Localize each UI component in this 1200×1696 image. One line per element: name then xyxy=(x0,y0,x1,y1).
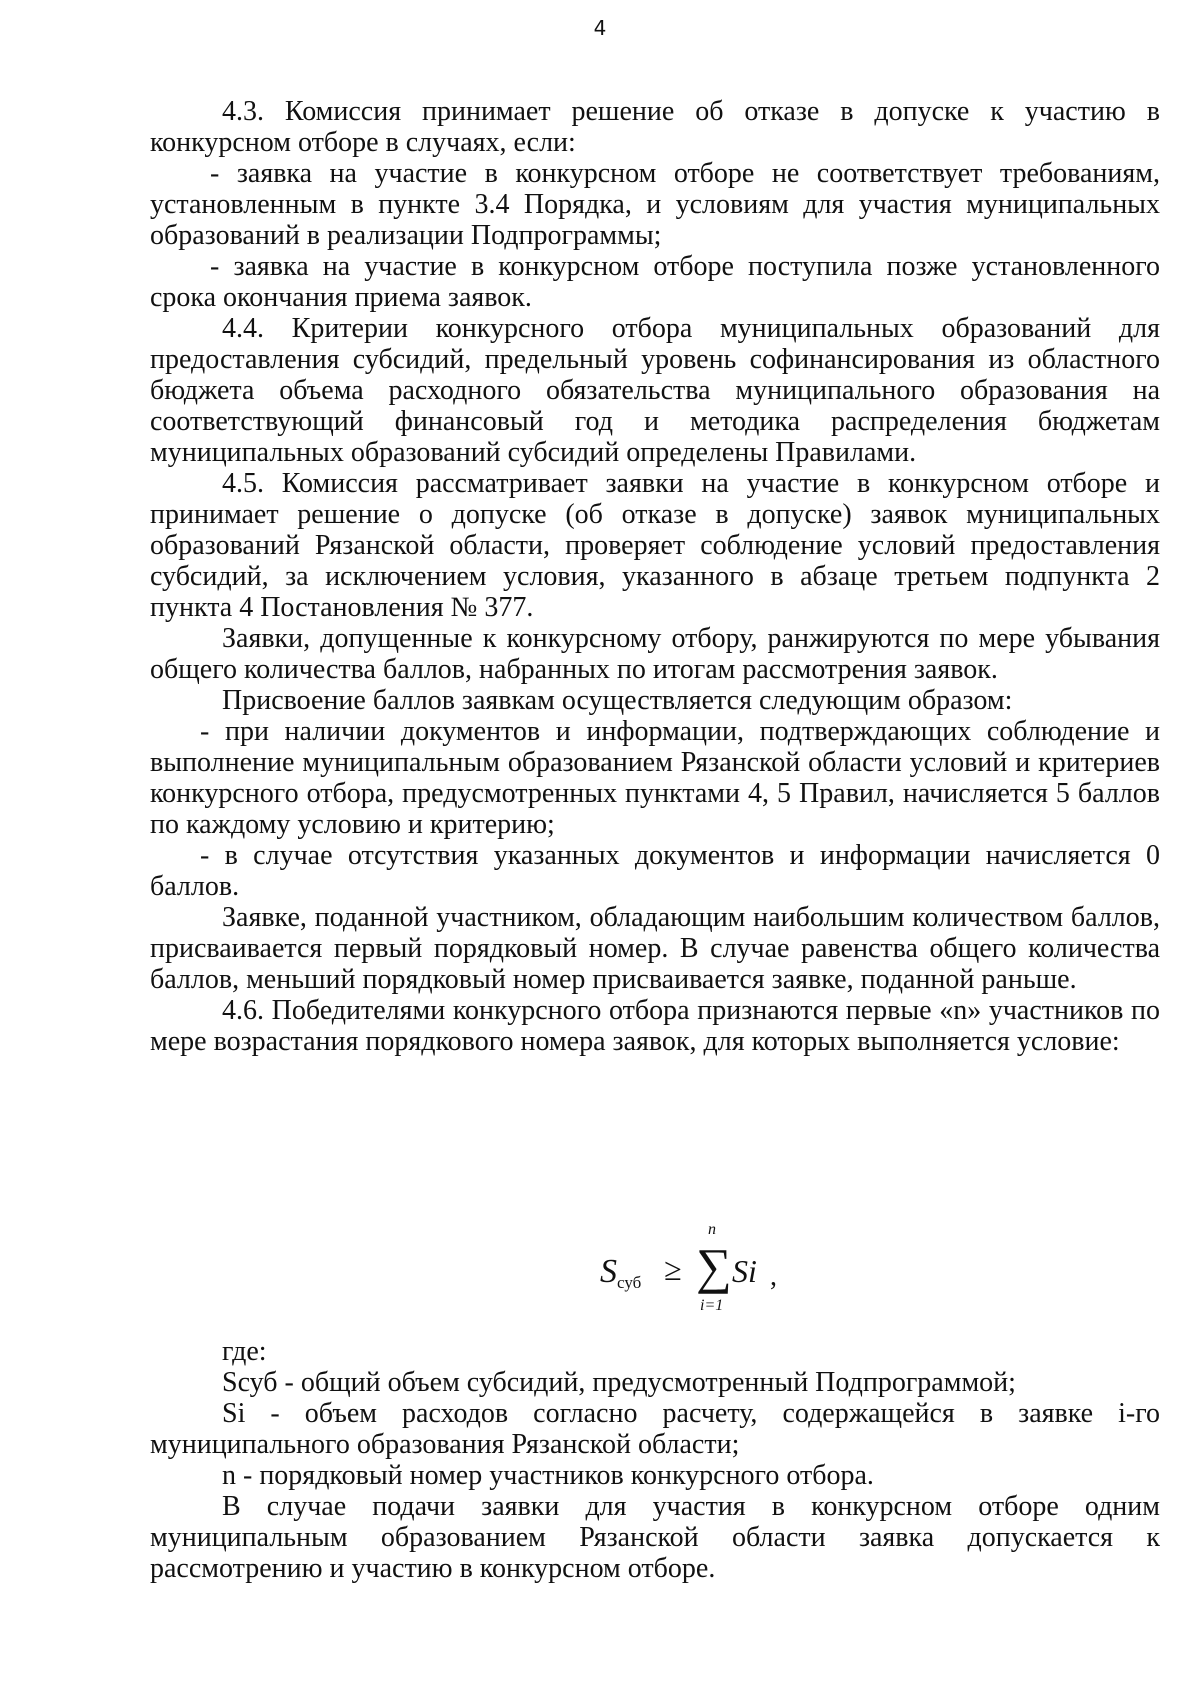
definition-si: Si - объем расходов согласно расчету, содержащейся в заявке i-го муниципального образования Рязанской области; xyxy=(150,1398,1160,1460)
paragraph-4-6: 4.6. Победителями конкурсного отбора признаются первые «n» участников по мере возрастания порядкового номера заявок, для которых выполняется условие: xyxy=(150,995,1160,1057)
paragraph-4-3-item-1: - заявка на участие в конкурсном отборе не соответствует требованиям, установленным в пункте 3.4 Порядка, и условиям для участия муниципальных образований в реализации Подпрограммы; xyxy=(150,158,1160,251)
formula-lhs: $S_{суб}$ xyxy=(600,1253,642,1292)
definition-s-sub: Sсуб - общий объем субсидий, предусмотренный Подпрограммой; xyxy=(222,1367,1016,1398)
paragraph-4-4: 4.4. Критерии конкурсного отбора муниципальных образований для предоставления субсидий, предельный уровень софинансирования из областного бюджета объема расходного обязательства муниципального образования на соответствующий финансовый год и методика распределения бюджетам муниципальных образований субсидий определены Правилами. xyxy=(150,313,1160,468)
paragraph-ranking: Заявки, допущенные к конкурсному отбору, ранжируются по мере убывания общего количества баллов, набранных по итогам рассмотрения заявок. xyxy=(150,623,1160,685)
paragraph-scoring-item-1: - при наличии документов и информации, подтверждающих соблюдение и выполнение муниципальным образованием Рязанской области условий и критериев конкурсного отбора, предусмотренных пунктами 4, 5 Правил, начисляется 5 баллов по каждому условию и критерию; xyxy=(150,716,1160,840)
formula-comma: , xyxy=(770,1261,777,1292)
paragraph-order-number: Заявке, поданной участником, обладающим наибольшим количеством баллов, присваивается первый порядковый номер. В случае равенства общего количества баллов, меньший порядковый номер присваивается заявке, поданной раньше. xyxy=(150,902,1160,995)
definitions-block xyxy=(150,1336,1160,1584)
document-body xyxy=(150,96,1160,1057)
paragraph-scoring-item-2: - в случае отсутствия указанных документов и информации начисляется 0 баллов. xyxy=(150,840,1160,902)
paragraph-scoring-intro: Присвоение баллов заявкам осуществляется следующим образом: xyxy=(222,685,1013,716)
page-number: 4 xyxy=(593,16,607,40)
paragraph-4-3-item-2: - заявка на участие в конкурсном отборе поступила позже установленного срока окончания приема заявок. xyxy=(150,251,1160,313)
formula-term: Si xyxy=(732,1253,757,1289)
definitions-where: где: xyxy=(222,1336,267,1367)
winner-condition-formula xyxy=(600,1221,800,1315)
formula-upper-limit: n xyxy=(708,1221,716,1238)
paragraph-4-3: 4.3. Комиссия принимает решение об отказе в допуске к участию в конкурсном отборе в случаях, если: xyxy=(150,96,1160,158)
definition-n: n - порядковый номер участников конкурсного отбора. xyxy=(222,1460,874,1491)
formula-sum-symbol: ∑ xyxy=(696,1238,732,1294)
formula-lower-limit: i=1 xyxy=(700,1297,724,1314)
formula-relation: ≥ xyxy=(664,1251,682,1287)
paragraph-4-5: 4.5. Комиссия рассматривает заявки на участие в конкурсном отборе и принимает решение о допуске (об отказе в допуске) заявок муниципальных образований Рязанской области, проверяет соблюдение условий предоставления субсидий, за исключением условия, указанного в абзаце третьем подпункта 2 пункта 4 Постановления № 377. xyxy=(150,468,1160,623)
paragraph-single-applicant: В случае подачи заявки для участия в конкурсном отборе одним муниципальным образованием Рязанской области заявка допускается к рассмотрению и участию в конкурсном отборе. xyxy=(150,1491,1160,1584)
